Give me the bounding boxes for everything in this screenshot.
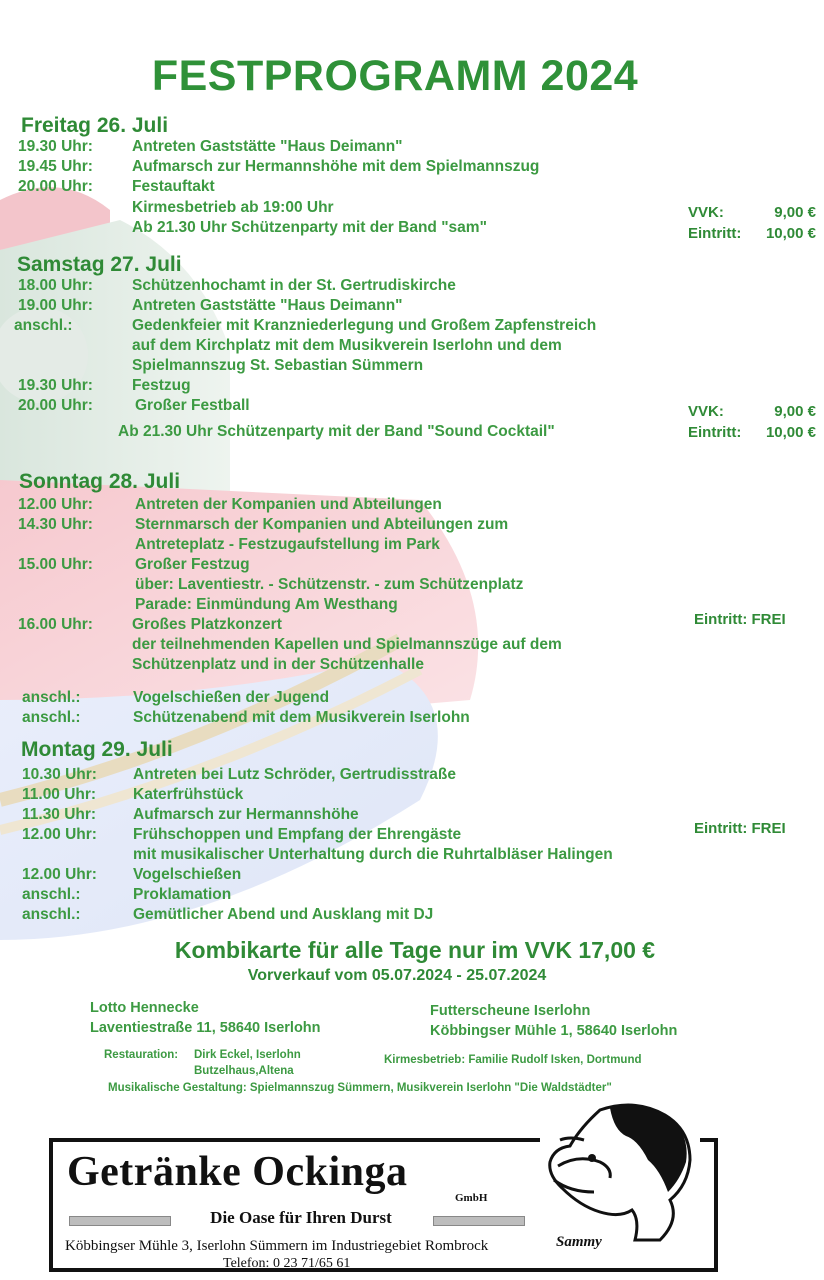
program-row: 20.00 Uhr: Festauftakt [18, 178, 215, 195]
program-row: 20.00 Uhr: Großer Festball [18, 397, 250, 414]
sponsor-gmbh: GmbH [455, 1192, 488, 1204]
program-row: 11.30 Uhr: Aufmarsch zur Hermannshöhe [22, 806, 359, 823]
divider-bar [433, 1216, 525, 1226]
divider-bar [69, 1216, 171, 1226]
program-row: Schützenplatz und in der Schützenhalle [132, 656, 424, 673]
musik-info: Musikalische Gestaltung: Spielmannszug Sümmern, Musikverein Iserlohn "Die Waldstädter" [108, 1082, 612, 1094]
price-box-freitag: VVK: 9,00 € Eintritt: 10,00 € [688, 204, 816, 242]
price-box-samstag: VVK: 9,00 € Eintritt: 10,00 € [688, 403, 816, 441]
program-row: 12.00 Uhr: Antreten der Kompanien und Abteilungen [18, 496, 442, 513]
program-row: anschl.: Gedenkfeier mit Kranzniederlegung und Großem Zapfenstreich [14, 317, 597, 334]
program-row: 10.30 Uhr: Antreten bei Lutz Schröder, Gertrudisstraße [22, 766, 456, 783]
program-row: 19.30 Uhr: Antreten Gaststätte "Haus Deimann" [18, 138, 403, 155]
program-row: Spielmannszug St. Sebastian Sümmern [132, 357, 424, 374]
program-row: anschl.: Vogelschießen der Jugend [22, 689, 330, 706]
page-title: FESTPROGRAMM 2024 [151, 52, 639, 100]
program-row: der teilnehmenden Kapellen und Spielmannszüge auf dem [132, 636, 562, 653]
day-heading-sonntag: Sonntag 28. Juli [19, 470, 181, 493]
sponsor-phone: Telefon: 0 23 71/65 61 [223, 1256, 351, 1271]
restauration-info: Restauration: Dirk Eckel, Iserlohn Butzelhaus,Altena [104, 1049, 301, 1077]
camel-mascot-icon [540, 1100, 700, 1250]
program-row: Kirmesbetrieb ab 19:00 Uhr [132, 199, 334, 216]
vorverkauf-period: Vorverkauf vom 05.07.2024 - 25.07.2024 [247, 967, 547, 984]
program-row: Ab 21.30 Uhr Schützenparty mit der Band "Sound Cocktail" [118, 423, 555, 440]
program-row: 12.00 Uhr: Frühschoppen und Empfang der Ehrengäste [22, 826, 462, 843]
day-heading-samstag: Samstag 27. Juli [17, 253, 182, 276]
price-box-sonntag: Eintritt: FREI [694, 611, 786, 628]
sponsor-name: Getränke Ockinga [67, 1149, 408, 1195]
program-row: 12.00 Uhr: Vogelschießen [22, 866, 242, 883]
program-row: 19.45 Uhr: Aufmarsch zur Hermannshöhe mit dem Spielmannszug [18, 158, 540, 175]
mascot-label: Sammy [556, 1234, 602, 1250]
program-row: 15.00 Uhr: Großer Festzug [18, 556, 250, 573]
kombikarte-offer: Kombikarte für alle Tage nur im VVK 17,00 € [174, 937, 656, 963]
sponsor-address: Köbbingser Mühle 3, Iserlohn Sümmern im Industriegebiet Rombrock [65, 1238, 489, 1254]
program-row: anschl.: Schützenabend mit dem Musikverein Iserlohn [22, 709, 470, 726]
day-heading-montag: Montag 29. Juli [21, 738, 173, 761]
program-row: 14.30 Uhr: Sternmarsch der Kompanien und Abteilungen zum [18, 516, 509, 533]
kirmes-info: Kirmesbetrieb: Familie Rudolf Isken, Dortmund [384, 1054, 642, 1066]
program-row: Parade: Einmündung Am Westhang [135, 596, 398, 613]
program-row: 11.00 Uhr: Katerfrühstück [22, 786, 244, 803]
sales-point-futterscheune: Futterscheune Iserlohn Köbbingser Mühle 1, 58640 Iserlohn [430, 1003, 678, 1039]
program-row: mit musikalischer Unterhaltung durch die Ruhrtalbläser Halingen [133, 846, 613, 863]
sponsor-slogan: Die Oase für Ihren Durst [210, 1208, 392, 1227]
program-row: 19.00 Uhr: Antreten Gaststätte "Haus Deimann" [18, 297, 403, 314]
day-heading-freitag: Freitag 26. Juli [21, 114, 169, 137]
program-row: anschl.: Gemütlicher Abend und Ausklang mit DJ [22, 906, 434, 923]
program-row: 19.30 Uhr: Festzug [18, 377, 191, 394]
program-row: Ab 21.30 Uhr Schützenparty mit der Band "sam" [132, 219, 487, 236]
program-row: Antreteplatz - Festzugaufstellung im Park [135, 536, 440, 553]
sales-point-lotto: Lotto Hennecke Laventiestraße 11, 58640 Iserlohn [90, 1000, 321, 1036]
program-row: über: Laventiestr. - Schützenstr. - zum Schützenplatz [135, 576, 524, 593]
program-row: auf dem Kirchplatz mit dem Musikverein Iserlohn und dem [132, 337, 562, 354]
program-row: 16.00 Uhr: Großes Platzkonzert [18, 616, 282, 633]
program-row: 18.00 Uhr: Schützenhochamt in der St. Gertrudiskirche [18, 277, 456, 294]
price-box-montag: Eintritt: FREI [694, 820, 786, 837]
program-row: anschl.: Proklamation [22, 886, 232, 903]
